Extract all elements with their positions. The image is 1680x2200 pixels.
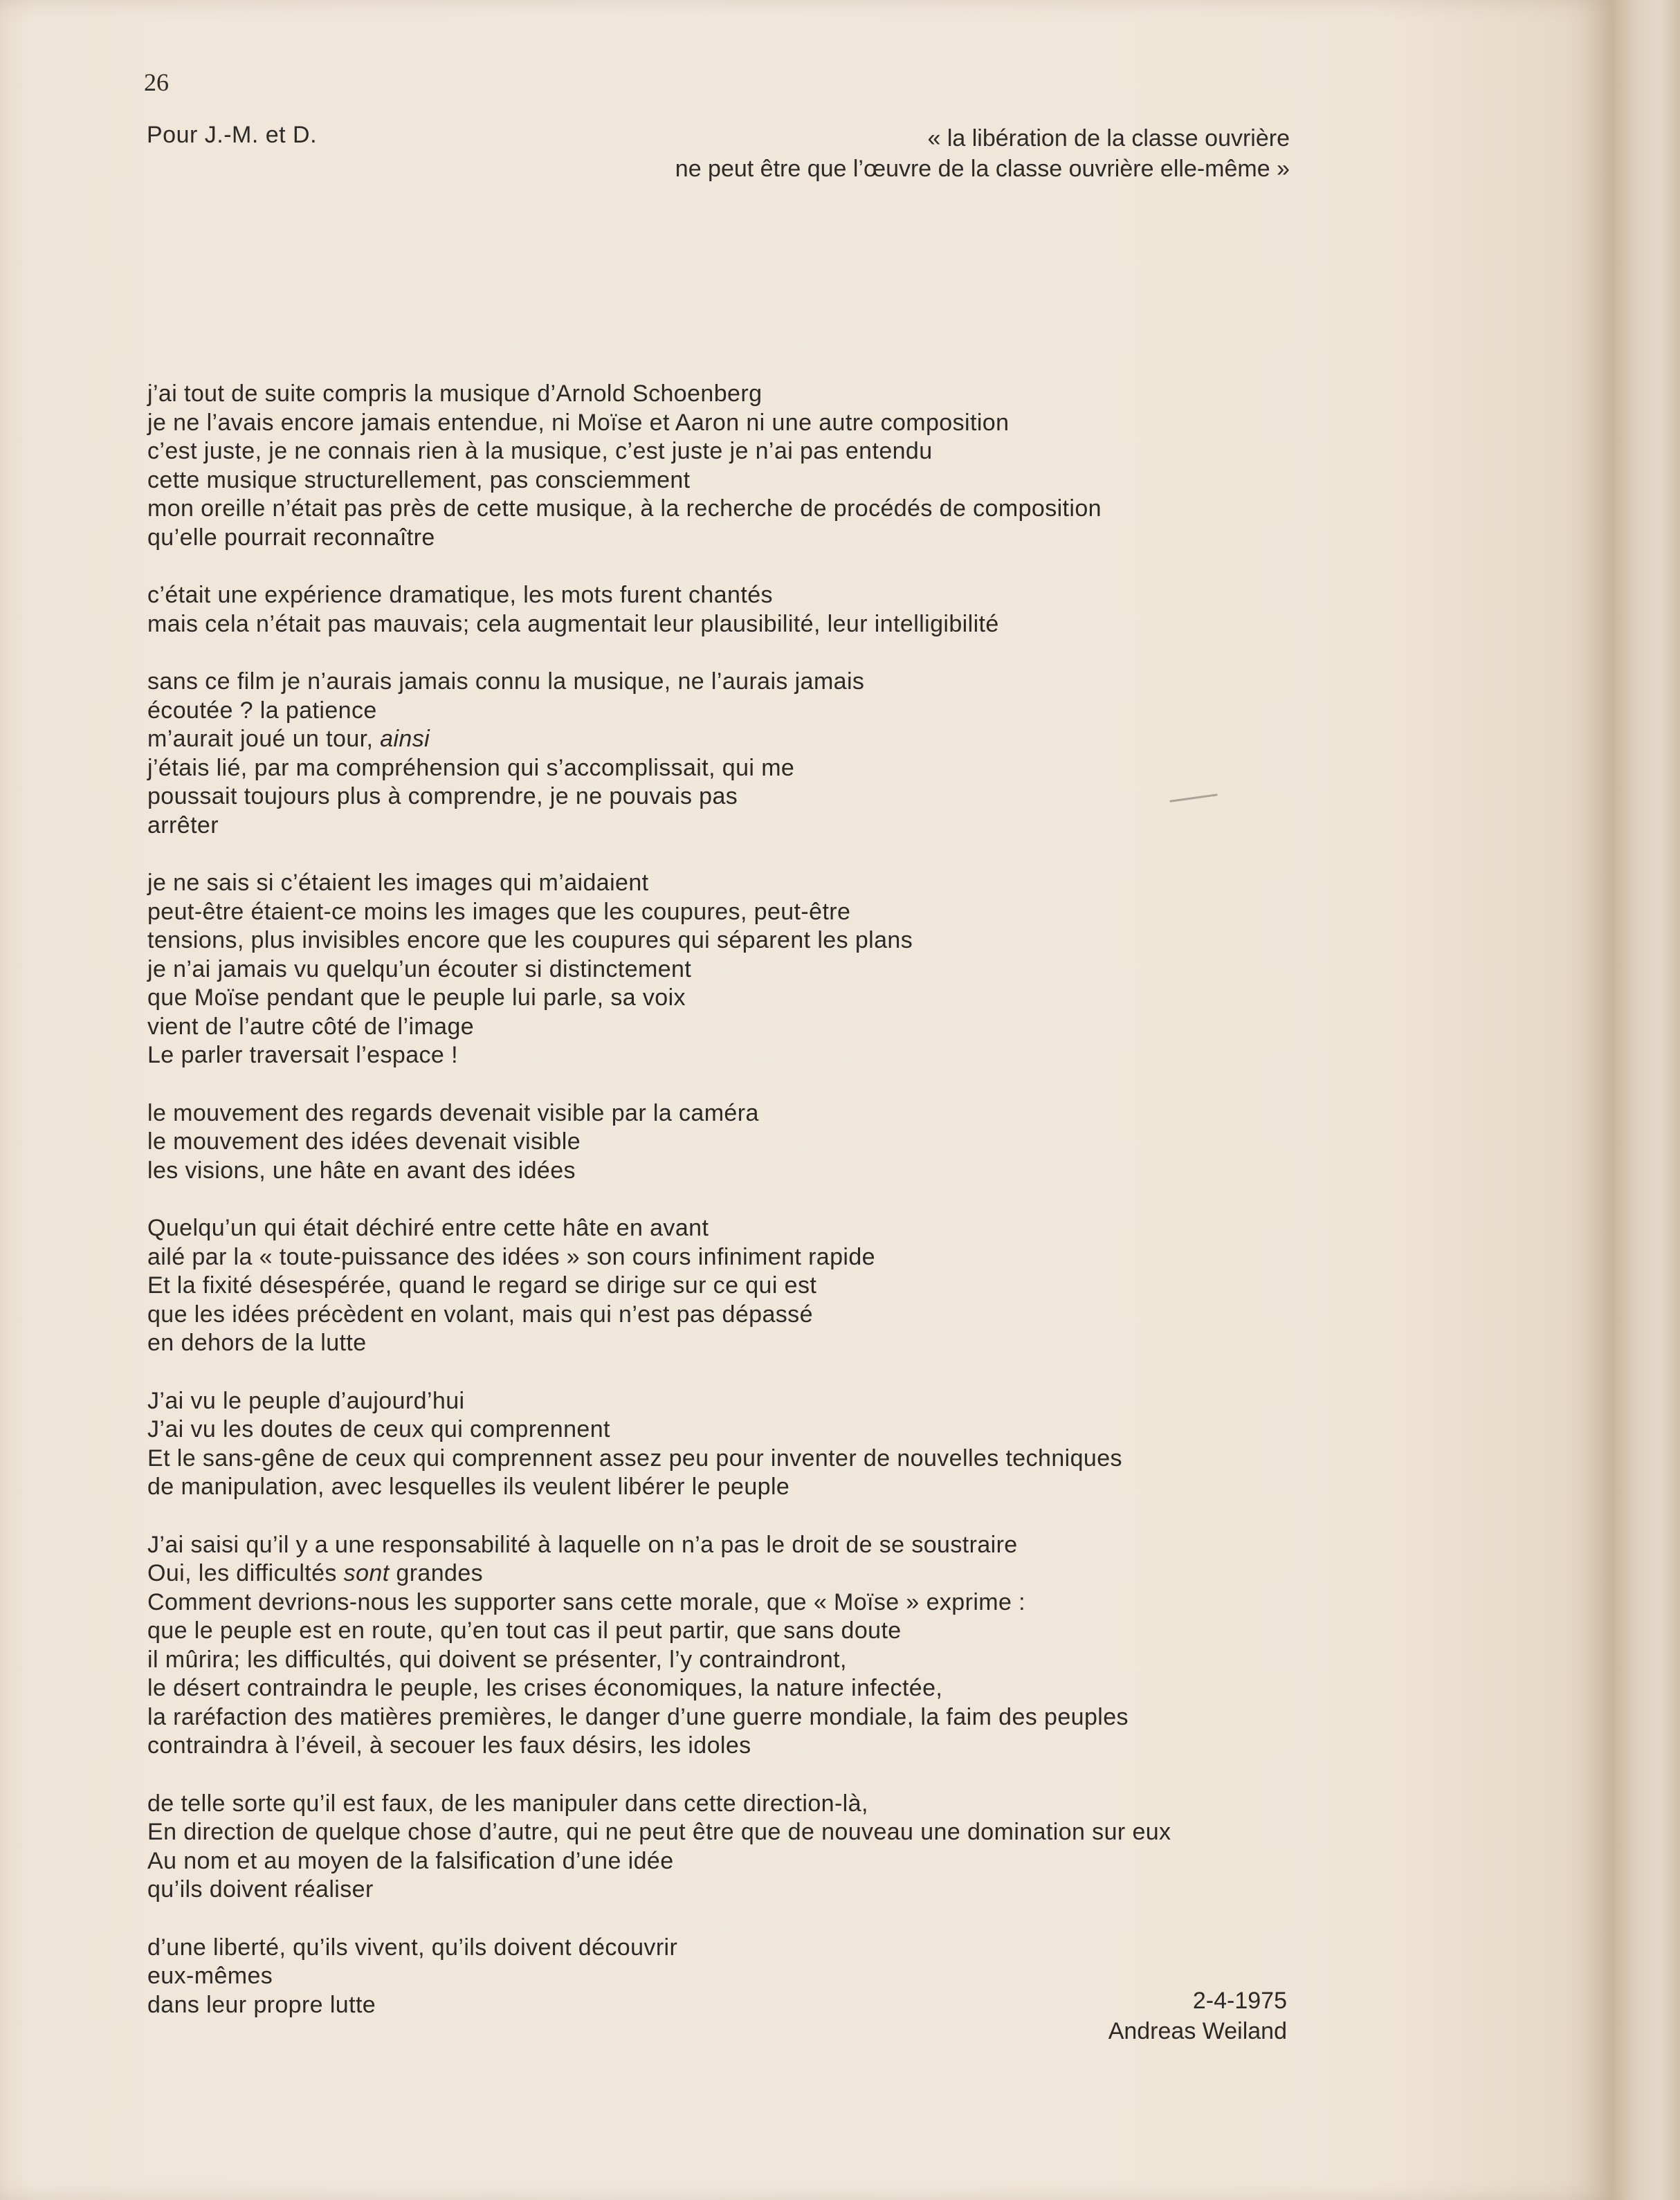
epigraph [459,123,1290,184]
poem-line: que Moïse pendant que le peuple lui parle, sa voix [147,984,686,1011]
signature-date: 2-4-1975 [1192,1988,1287,2014]
poem-body [147,380,1421,2048]
poem-line: Et le sans-gêne de ceux qui comprennent assez peu pour inventer de nouvelles techniques [147,1445,1122,1472]
italic-word: sont [343,1560,390,1586]
poem-line [147,725,1421,754]
poem-line: de telle sorte qu’il est faux, de les manipuler dans cette direction-là, [147,1790,868,1817]
stanza [147,1387,1421,1502]
poem-line: que les idées précèdent en volant, mais qui n’est pas dépassé [147,1301,813,1328]
signature-block [872,1986,1287,2046]
poem-line: le mouvement des regards devenait visible par la caméra [147,1099,759,1126]
poem-line: peut-être étaient-ce moins les images que les coupures, peut-être [147,898,851,925]
poem-line: eux-mêmes [147,1963,273,1989]
poem-line: je ne l’avais encore jamais entendue, ni Moïse et Aaron ni une autre composition [147,409,1010,436]
poem-line: Et la fixité désespérée, quand le regard se dirige sur ce qui est [147,1272,817,1299]
epigraph-line: ne peut être que l’œuvre de la classe ouvrière elle-même » [675,156,1290,182]
stanza [147,668,1421,840]
stanza [147,869,1421,1070]
poem-line: tensions, plus invisibles encore que les coupures qui séparent les plans [147,927,913,953]
poem-line: dans leur propre lutte [147,1991,376,2018]
dedication: Pour J.-M. et D. [147,122,318,148]
poem-line: poussait toujours plus à comprendre, je ne pouvais pas [147,783,738,809]
poem-line: de manipulation, avec lesquelles ils veulent libérer le peuple [147,1474,790,1500]
poem-line: J’ai vu le peuple d’aujourd’hui [147,1387,465,1414]
poem-line: sans ce film je n’aurais jamais connu la musique, ne l’aurais jamais [147,668,865,695]
poem-line-text: Oui, les difficultés [147,1560,344,1586]
page-edge [1612,0,1680,2200]
page-number: 26 [144,68,169,96]
poem-line: d’une liberté, qu’ils vivent, qu’ils doivent découvrir [147,1934,678,1961]
stanza [147,1790,1421,1905]
poem-line: les visions, une hâte en avant des idées [147,1157,576,1184]
poem-line: vient de l’autre côté de l’image [147,1013,475,1040]
poem-line: j’ai tout de suite compris la musique d’Arnold Schoenberg [147,381,763,407]
poem-line: cette musique structurellement, pas consciemment [147,466,691,493]
poem-line: le désert contraindra le peuple, les crises économiques, la nature infectée, [147,1675,943,1701]
poem-line: le mouvement des idées devenait visible [147,1128,581,1155]
poem-line: je ne sais si c’étaient les images qui m’aidaient [147,870,649,896]
poem-line: mon oreille n’était pas près de cette musique, à la recherche de procédés de composition [147,495,1102,522]
poem-line: qu’elle pourrait reconnaître [147,524,435,551]
italic-word: ainsi [380,726,430,752]
poem-line: arrêter [147,812,219,838]
poem-line: J’ai vu les doutes de ceux qui comprennent [147,1416,610,1442]
stanza [147,581,1421,639]
poem-line: c’était une expérience dramatique, les mots furent chantés [147,582,773,608]
stanza [147,1531,1421,1761]
poem-line: c’est juste, je ne connais rien à la musique, c’est juste je n’ai pas entendu [147,438,933,464]
epigraph-line: « la libération de la classe ouvrière [927,125,1290,152]
poem-line: En direction de quelque chose d’autre, qui ne peut être que de nouveau une domination sur eux [147,1819,1171,1845]
stanza [147,1214,1421,1358]
poem-line: Quelqu’un qui était déchiré entre cette hâte en avant [147,1215,709,1241]
poem-line: J’ai saisi qu’il y a une responsabilité à laquelle on n’a pas le droit de se soustraire [147,1531,1018,1558]
poem-line: contraindra à l’éveil, à secouer les faux désirs, les idoles [147,1732,751,1759]
poem-line: en dehors de la lutte [147,1330,367,1356]
poem-line-text: grandes [389,1560,484,1586]
poem-line [147,1559,1421,1588]
poem-line: Comment devrions-nous les supporter sans cette morale, que « Moïse » exprime : [147,1588,1025,1615]
poem-line: ailé par la « toute-puissance des idées » son cours infiniment rapide [147,1243,875,1270]
stanza [147,1099,1421,1186]
poem-line: la raréfaction des matières premières, le danger d’une guerre mondiale, la faim des peuples [147,1703,1129,1730]
poem-line: il mûrira; les difficultés, qui doivent se présenter, l’y contraindront, [147,1646,847,1673]
stanza [147,380,1421,552]
poem-line-text: m’aurait joué un tour, [147,726,381,752]
poem-line: que le peuple est en route, qu’en tout cas il peut partir, que sans doute [147,1617,902,1644]
poem-line: écoutée ? la patience [147,697,377,724]
poem-line: je n’ai jamais vu quelqu’un écouter si distinctement [147,955,692,982]
poem-line: Le parler traversait l’espace ! [147,1042,458,1068]
poem-line: qu’ils doivent réaliser [147,1876,374,1903]
poem-line: j’étais lié, par ma compréhension qui s’accomplissait, qui me [147,754,795,781]
poem-line: mais cela n’était pas mauvais; cela augmentait leur plausibilité, leur intelligibilité [147,610,999,637]
poem-line: Au nom et au moyen de la falsification d’une idée [147,1847,674,1874]
signature-author: Andreas Weiland [1108,2018,1287,2044]
